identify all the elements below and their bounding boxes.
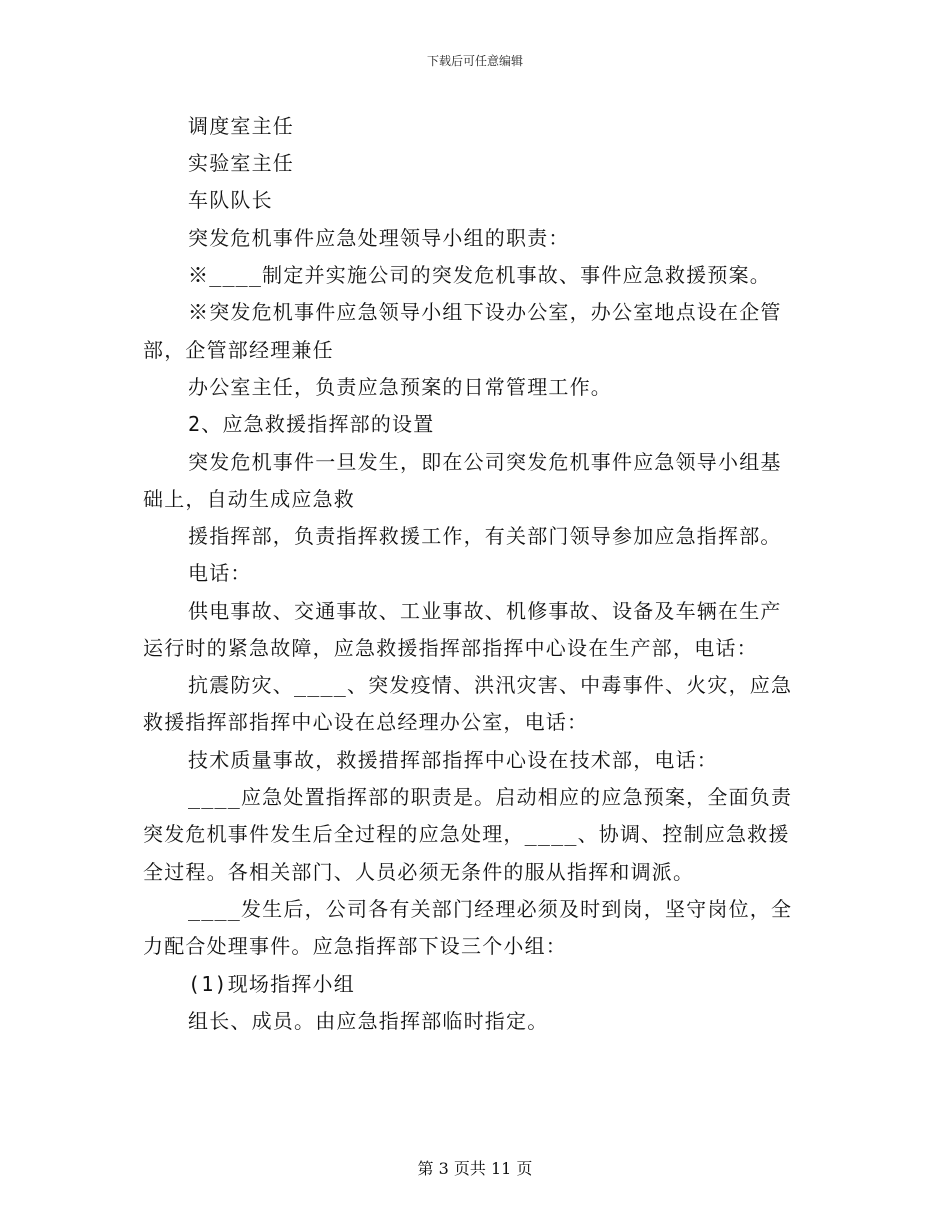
body-line: 援指挥部，负责指挥救援工作，有关部门领导参加应急指挥部。 [188, 524, 782, 548]
page-header: 下载后可任意编辑 [426, 54, 523, 68]
body-line: 实验室主任 [188, 151, 294, 175]
body-line: ※____制定并实施公司的突发危机事故、事件应急救援预案。 [188, 263, 771, 287]
body-line: 技术质量事故，救援措挥部指挥中心设在技术部，电话： [188, 748, 718, 772]
body-line: 突发危机事件一旦发生，即在公司突发危机事件应急领导小组基 [188, 450, 782, 474]
body-line: 抗震防灾、____、突发疫情、洪汛灾害、中毒事件、火灾，应急 [188, 673, 793, 697]
body-line: 运行时的紧急故障，应急救援指挥部指挥中心设在生产部，电话： [143, 636, 758, 660]
body-line: 车队队长 [188, 188, 273, 212]
body-line: 础上，自动生成应急救 [143, 487, 355, 511]
body-line: ____应急处置指挥部的职责是。启动相应的应急预案，全面负责 [188, 785, 793, 809]
body-line: 组长、成员。由应急指挥部临时指定。 [188, 1009, 549, 1033]
body-line: 电话： [188, 561, 252, 585]
body-line: 调度室主任 [188, 114, 294, 138]
body-line: 办公室主任，负责应急预案的日常管理工作。 [188, 375, 612, 399]
body-line: ____发生后，公司各有关部门经理必须及时到岗，坚守岗位，全 [188, 897, 793, 921]
body-line: 全过程。各相关部门、人员必须无条件的服从指挥和调派。 [143, 860, 695, 884]
body-line: 救援指挥部指挥中心设在总经理办公室，电话： [143, 710, 589, 734]
subsection-heading: (1)现场指挥小组 [188, 972, 355, 996]
body-line: 力配合处理事件。应急指挥部下设三个小组： [143, 934, 567, 958]
body-line: 供电事故、交通事故、工业事故、机修事故、设备及车辆在生产 [188, 599, 782, 623]
section-heading: 2、应急救援指挥部的设置 [188, 412, 435, 436]
body-line: 突发危机事件应急处理领导小组的职责： [188, 226, 570, 250]
body-line: 部，企管部经理兼任 [143, 338, 334, 362]
page-number: 第 3 页共 11 页 [417, 1159, 533, 1178]
body-line: ※突发危机事件应急领导小组下设办公室，办公室地点设在企管 [188, 300, 782, 324]
body-line: 突发危机事件发生后全过程的应急处理，____、协调、控制应急救援 [143, 822, 790, 846]
